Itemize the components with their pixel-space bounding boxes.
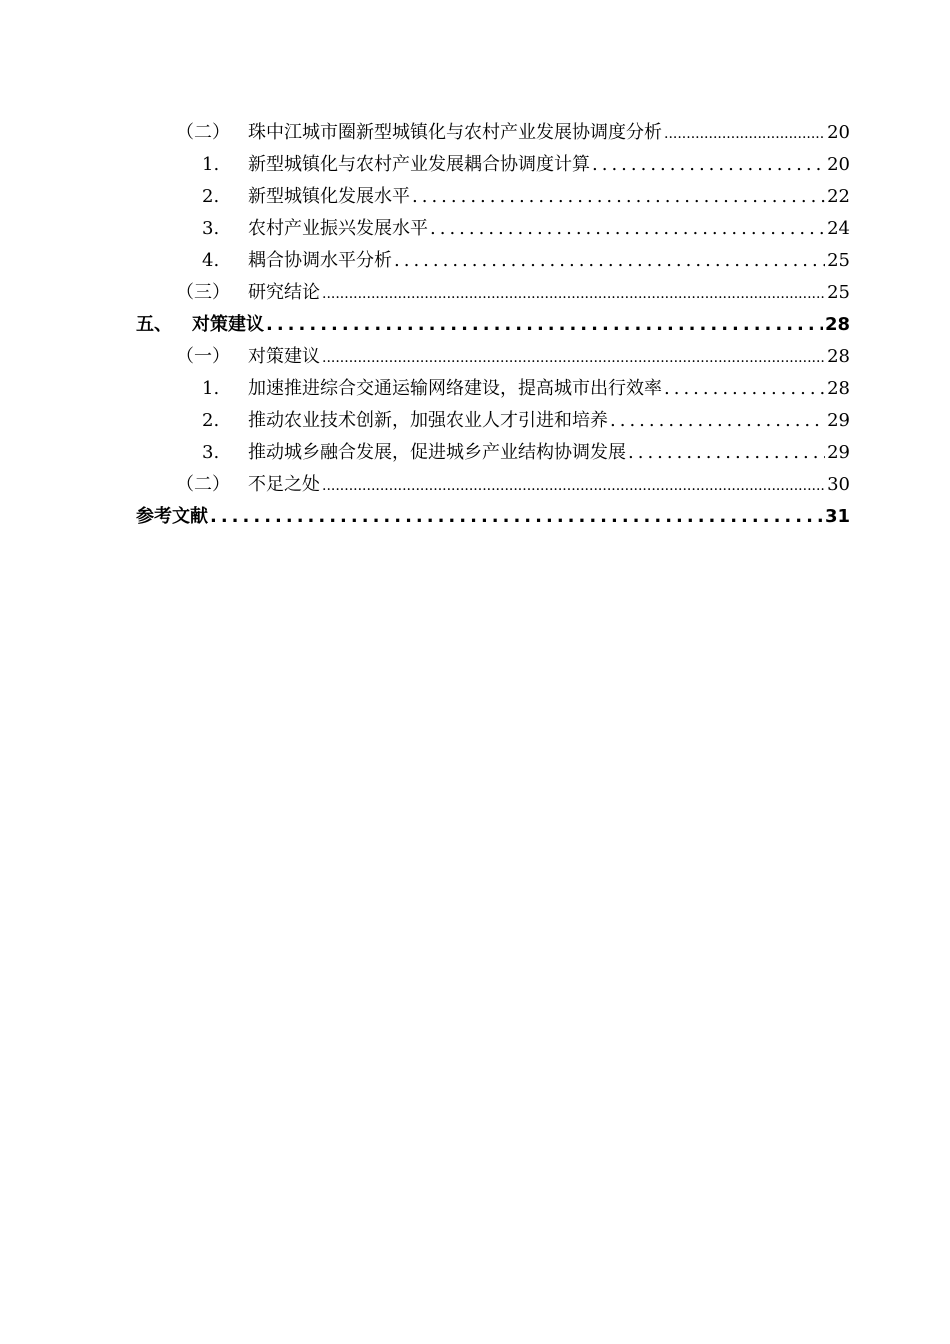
toc-entry-page: 20: [827, 154, 850, 175]
dot-leader: [628, 437, 825, 469]
toc-entry-title: 参考文献: [136, 506, 208, 527]
toc-entry[interactable]: [136, 437, 850, 469]
toc-entry[interactable]: [136, 469, 850, 501]
toc-entry-number: 2.: [202, 186, 220, 207]
dot-leader: [266, 309, 823, 341]
toc-entry-page: 25: [827, 250, 850, 271]
toc-entry[interactable]: [136, 373, 850, 405]
toc-entry-number: 3.: [202, 218, 220, 239]
toc-entry[interactable]: [136, 181, 850, 213]
toc-entry-page: 25: [827, 282, 850, 303]
toc-entry-title: 推动农业技术创新，加强农业人才引进和培养: [248, 410, 608, 431]
dot-leader: [610, 405, 825, 437]
dot-leader: [210, 501, 823, 533]
toc-entry-number: 1.: [202, 154, 220, 175]
dot-leader: [592, 149, 825, 181]
toc-entry-title: 珠中江城市圈新型城镇化与农村产业发展协调度分析: [248, 122, 662, 143]
toc-entry[interactable]: [136, 245, 850, 277]
dot-leader: [394, 245, 825, 277]
toc-entry[interactable]: [136, 213, 850, 245]
toc-entry-number: 4.: [202, 250, 220, 271]
toc-entry-title: 新型城镇化发展水平: [248, 186, 410, 207]
dot-leader: [322, 278, 825, 310]
toc-entry-title: 农村产业振兴发展水平: [248, 218, 428, 239]
toc-entry-page: 28: [824, 314, 850, 335]
toc-entry-title: 耦合协调水平分析: [248, 250, 392, 271]
toc-entry-title: 推动城乡融合发展，促进城乡产业结构协调发展: [248, 442, 626, 463]
toc-entry-page: 20: [827, 122, 850, 143]
dot-leader: [322, 470, 825, 502]
toc-entry[interactable]: [136, 501, 850, 533]
dot-leader: [430, 213, 825, 245]
toc-entry-number: （二）: [176, 122, 230, 143]
toc-entry-title: 对策建议: [248, 346, 320, 367]
dot-leader: [664, 118, 825, 150]
toc-entry-number: （二）: [176, 474, 230, 495]
toc-entry-number: 2.: [202, 410, 220, 431]
toc-entry-page: 30: [827, 474, 850, 495]
toc-entry-page: 31: [824, 506, 850, 527]
toc-entry[interactable]: [136, 405, 850, 437]
toc-entry[interactable]: [136, 117, 850, 149]
toc-entry-page: 29: [827, 410, 850, 431]
toc-entry[interactable]: [136, 149, 850, 181]
toc-entry-page: 24: [827, 218, 850, 239]
toc-entry-title: 不足之处: [248, 474, 320, 495]
toc-entry[interactable]: [136, 341, 850, 373]
toc-entry-number: （三）: [176, 282, 230, 303]
toc-entry-title: 研究结论: [248, 282, 320, 303]
toc-entry-number: 3.: [202, 442, 220, 463]
toc-entry-number: 五、: [136, 314, 172, 335]
toc-entry-title: 新型城镇化与农村产业发展耦合协调度计算: [248, 154, 590, 175]
toc-entry-title: 加速推进综合交通运输网络建设，提高城市出行效率: [248, 378, 662, 399]
toc-entry-page: 28: [827, 378, 850, 399]
dot-leader: [664, 373, 825, 405]
toc-entry-page: 22: [827, 186, 850, 207]
toc-entry-number: 1.: [202, 378, 220, 399]
toc-entry-page: 28: [827, 346, 850, 367]
toc-entry-title: 对策建议: [192, 314, 264, 335]
toc-entry-page: 29: [827, 442, 850, 463]
dot-leader: [412, 181, 825, 213]
dot-leader: [322, 342, 825, 374]
table-of-contents: [136, 117, 850, 533]
toc-entry-number: （一）: [176, 346, 230, 367]
toc-entry[interactable]: [136, 277, 850, 309]
toc-entry[interactable]: [136, 309, 850, 341]
